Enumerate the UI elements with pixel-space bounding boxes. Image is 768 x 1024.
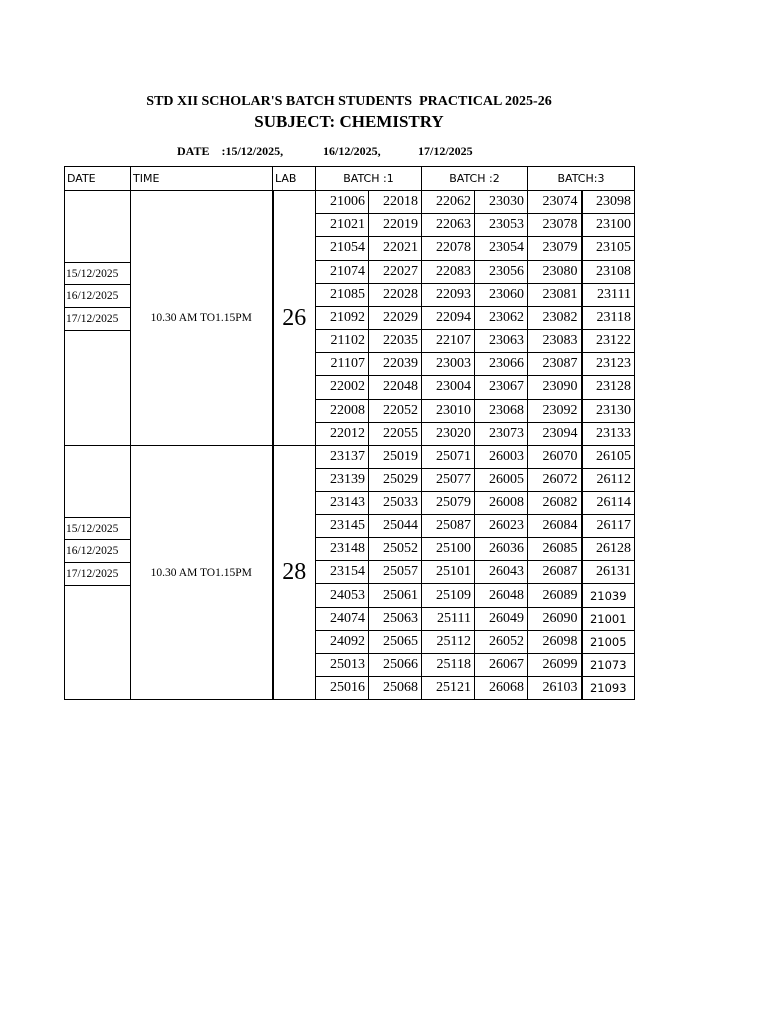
roll-number-cell: 26082 <box>528 492 582 515</box>
roll-number-cell: 23139 <box>316 469 369 492</box>
roll-number-cell: 26128 <box>582 538 635 561</box>
roll-number-cell: 21054 <box>316 237 369 260</box>
date-list-cell <box>65 446 131 700</box>
roll-number-cell: 26117 <box>582 515 635 538</box>
roll-number-cell: 26114 <box>582 492 635 515</box>
header-row <box>65 167 635 191</box>
roll-number-cell: 23143 <box>316 492 369 515</box>
roll-number-cell: 21085 <box>316 283 369 306</box>
roll-number-cell: 25019 <box>369 446 422 469</box>
roll-number-cell: 23030 <box>475 191 528 214</box>
roll-number-cell: 22012 <box>316 422 369 445</box>
roll-number-cell: 23010 <box>422 399 475 422</box>
roll-number-cell: 23100 <box>582 214 635 237</box>
schedule-table <box>64 166 635 700</box>
roll-number-cell: 23123 <box>582 353 635 376</box>
roll-number-cell: 25087 <box>422 515 475 538</box>
roll-number-cell: 25044 <box>369 515 422 538</box>
roll-number-cell: 23137 <box>316 446 369 469</box>
roll-number-cell: 25065 <box>369 630 422 653</box>
roll-number-cell: 23094 <box>528 422 582 445</box>
col-header-time: TIME <box>131 167 273 191</box>
roll-number-cell: 25077 <box>422 469 475 492</box>
roll-number-cell: 21074 <box>316 260 369 283</box>
roll-number-cell: 26131 <box>582 561 635 584</box>
roll-number-cell: 26070 <box>528 446 582 469</box>
roll-number-cell: 25063 <box>369 607 422 630</box>
roll-number-cell: 25052 <box>369 538 422 561</box>
roll-number-cell: 26043 <box>475 561 528 584</box>
roll-number-cell: 25057 <box>369 561 422 584</box>
col-header-lab: LAB <box>273 167 316 191</box>
roll-number-cell: 22078 <box>422 237 475 260</box>
roll-number-cell: 26067 <box>475 653 528 676</box>
roll-number-cell: 25101 <box>422 561 475 584</box>
roll-number-cell: 26036 <box>475 538 528 561</box>
roll-number-cell: 21102 <box>316 330 369 353</box>
roll-number-cell: 23105 <box>582 237 635 260</box>
roll-number-cell: 26003 <box>475 446 528 469</box>
roll-number-cell: 23145 <box>316 515 369 538</box>
roll-number-cell: 25112 <box>422 630 475 653</box>
roll-number-cell: 24053 <box>316 584 369 607</box>
roll-number-cell: 22019 <box>369 214 422 237</box>
roll-number-cell: 23056 <box>475 260 528 283</box>
roll-number-cell: 25109 <box>422 584 475 607</box>
roll-number-cell: 21092 <box>316 306 369 329</box>
roll-number-cell: 25033 <box>369 492 422 515</box>
roll-number-cell: 25121 <box>422 676 475 699</box>
roll-number-cell: 26112 <box>582 469 635 492</box>
roll-number-cell: 26052 <box>475 630 528 653</box>
roll-number-cell: 25066 <box>369 653 422 676</box>
roll-number-cell: 23073 <box>475 422 528 445</box>
roll-number-cell: 24092 <box>316 630 369 653</box>
date-entry: 17/12/2025 <box>65 308 130 331</box>
roll-number-cell: 26089 <box>528 584 582 607</box>
roll-number-cell: 25029 <box>369 469 422 492</box>
roll-number-cell: 22083 <box>422 260 475 283</box>
roll-number-cell: 25013 <box>316 653 369 676</box>
roll-number-cell: 22055 <box>369 422 422 445</box>
roll-number-cell: 23083 <box>528 330 582 353</box>
date-entry: 16/12/2025 <box>65 285 130 308</box>
roll-number-cell: 25100 <box>422 538 475 561</box>
roll-number-cell: 22008 <box>316 399 369 422</box>
roll-number-cell: 23111 <box>582 283 635 306</box>
roll-number-cell: 25016 <box>316 676 369 699</box>
col-header-batch2: BATCH :2 <box>422 167 528 191</box>
roll-number-cell: 22021 <box>369 237 422 260</box>
roll-number-cell: 22094 <box>422 306 475 329</box>
roll-number-cell: 21039 <box>582 584 635 607</box>
time-cell: 10.30 AM TO1.15PM <box>131 446 273 700</box>
roll-number-cell: 23118 <box>582 306 635 329</box>
roll-number-cell: 23092 <box>528 399 582 422</box>
table-row <box>65 446 635 469</box>
roll-number-cell: 23154 <box>316 561 369 584</box>
roll-number-cell: 23090 <box>528 376 582 399</box>
table-body <box>65 191 635 700</box>
roll-number-cell: 23078 <box>528 214 582 237</box>
lab-cell: 28 <box>273 446 316 700</box>
roll-number-cell: 25071 <box>422 446 475 469</box>
roll-number-cell: 21073 <box>582 653 635 676</box>
roll-number-cell: 22093 <box>422 283 475 306</box>
roll-number-cell: 21107 <box>316 353 369 376</box>
page-title: STD XII SCHOLAR'S BATCH STUDENTS PRACTICAL 2025-26 <box>146 94 552 109</box>
date-entry: 17/12/2025 <box>65 563 130 586</box>
roll-number-cell: 23098 <box>582 191 635 214</box>
roll-number-cell: 23108 <box>582 260 635 283</box>
roll-number-cell: 25061 <box>369 584 422 607</box>
roll-number-cell: 22052 <box>369 399 422 422</box>
roll-number-cell: 26087 <box>528 561 582 584</box>
col-header-batch3: BATCH:3 <box>528 167 635 191</box>
roll-number-cell: 26023 <box>475 515 528 538</box>
table-row <box>65 191 635 214</box>
roll-number-cell: 23003 <box>422 353 475 376</box>
roll-number-cell: 23081 <box>528 283 582 306</box>
roll-number-cell: 22063 <box>422 214 475 237</box>
lab-cell: 26 <box>273 191 316 446</box>
roll-number-cell: 26084 <box>528 515 582 538</box>
roll-number-cell: 21093 <box>582 676 635 699</box>
roll-number-cell: 23087 <box>528 353 582 376</box>
roll-number-cell: 22039 <box>369 353 422 376</box>
roll-number-cell: 23062 <box>475 306 528 329</box>
roll-number-cell: 22029 <box>369 306 422 329</box>
roll-number-cell: 23122 <box>582 330 635 353</box>
roll-number-cell: 22107 <box>422 330 475 353</box>
roll-number-cell: 23128 <box>582 376 635 399</box>
roll-number-cell: 26048 <box>475 584 528 607</box>
subject-title: SUBJECT: CHEMISTRY <box>254 112 444 131</box>
col-header-date: DATE <box>65 167 131 191</box>
roll-number-cell: 23080 <box>528 260 582 283</box>
roll-number-cell: 23148 <box>316 538 369 561</box>
roll-number-cell: 26098 <box>528 630 582 653</box>
roll-number-cell: 21001 <box>582 607 635 630</box>
roll-number-cell: 26049 <box>475 607 528 630</box>
roll-number-cell: 26090 <box>528 607 582 630</box>
roll-number-cell: 21005 <box>582 630 635 653</box>
roll-number-cell: 26103 <box>528 676 582 699</box>
roll-number-cell: 23053 <box>475 214 528 237</box>
roll-number-cell: 23082 <box>528 306 582 329</box>
date-entry: 15/12/2025 <box>65 262 130 285</box>
roll-number-cell: 22048 <box>369 376 422 399</box>
roll-number-cell: 26072 <box>528 469 582 492</box>
roll-number-cell: 23063 <box>475 330 528 353</box>
roll-number-cell: 22018 <box>369 191 422 214</box>
roll-number-cell: 23004 <box>422 376 475 399</box>
roll-number-cell: 22035 <box>369 330 422 353</box>
roll-number-cell: 23066 <box>475 353 528 376</box>
roll-number-cell: 26005 <box>475 469 528 492</box>
roll-number-cell: 21006 <box>316 191 369 214</box>
roll-number-cell: 23133 <box>582 422 635 445</box>
roll-number-cell: 23074 <box>528 191 582 214</box>
roll-number-cell: 23067 <box>475 376 528 399</box>
roll-number-cell: 25079 <box>422 492 475 515</box>
date-3: 17/12/2025 <box>418 144 473 158</box>
roll-number-cell: 23079 <box>528 237 582 260</box>
roll-number-cell: 22002 <box>316 376 369 399</box>
roll-number-cell: 26068 <box>475 676 528 699</box>
date-entry: 15/12/2025 <box>65 517 130 540</box>
roll-number-cell: 23130 <box>582 399 635 422</box>
roll-number-cell: 24074 <box>316 607 369 630</box>
roll-number-cell: 26085 <box>528 538 582 561</box>
roll-number-cell: 25068 <box>369 676 422 699</box>
roll-number-cell: 22028 <box>369 283 422 306</box>
roll-number-cell: 23060 <box>475 283 528 306</box>
roll-number-cell: 21021 <box>316 214 369 237</box>
date-list-cell <box>65 191 131 446</box>
roll-number-cell: 23020 <box>422 422 475 445</box>
col-header-batch1: BATCH :1 <box>316 167 422 191</box>
roll-number-cell: 23054 <box>475 237 528 260</box>
roll-number-cell: 25111 <box>422 607 475 630</box>
roll-number-cell: 26008 <box>475 492 528 515</box>
date-entry: 16/12/2025 <box>65 540 130 563</box>
roll-number-cell: 22027 <box>369 260 422 283</box>
roll-number-cell: 22062 <box>422 191 475 214</box>
roll-number-cell: 26099 <box>528 653 582 676</box>
date-label: DATE :15/12/2025, <box>177 144 284 158</box>
roll-number-cell: 23068 <box>475 399 528 422</box>
roll-number-cell: 25118 <box>422 653 475 676</box>
time-cell: 10.30 AM TO1.15PM <box>131 191 273 446</box>
date-2: 16/12/2025, <box>323 144 381 158</box>
roll-number-cell: 26105 <box>582 446 635 469</box>
